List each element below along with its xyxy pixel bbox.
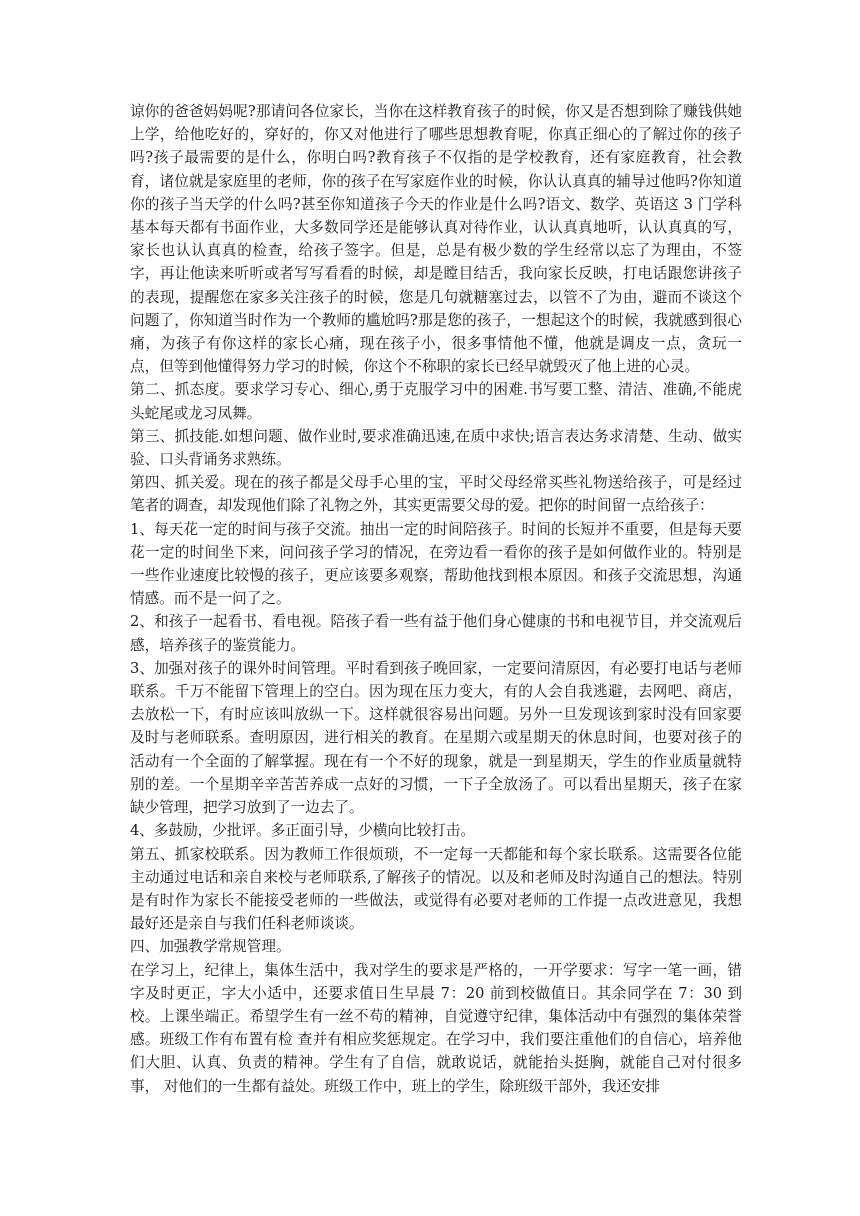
paragraph-care: 第四、抓关爱。现在的孩子都是父母手心里的宝，平时父母经常买些礼物送给孩子，可是经过笔者的调查，却发现他们除了礼物之外，其实更需要父母的爱。把你的时间留一点给孩子： bbox=[130, 474, 742, 515]
paragraph-skills: 第三、抓技能.如想问题、做作业时,要求准确迅速,在质中求快;语言表达务求清楚、生动、做实验、口头背诵务求熟练。 bbox=[130, 427, 742, 469]
paragraph-discipline: 在学习上，纪律上，集体生活中，我对学生的要求是严格的，一开学要求：写字一笔一画，错字及时更正，字大小适中，还要求值日生早晨 7：20 前到校做值日。其余同学在 7：30 到校。上课坐端正。希望学生有一丝不苟的精神，自觉遵守纪律，集体活动中有强烈的集体荣誉感。班级工作有布置有检 查并有相应奖惩规定。在学习中，我们要注重他们的自信心，培养他们大胆、认真、负责的精神。学生有了自信，就敢说话，就能抬头挺胸，就能自己对付很多事， 对他们的一生都有益处。班级工作中，班上的学生，除班级干部外，我还安排 bbox=[130, 961, 742, 1095]
paragraph-time-management: 3、加强对孩子的课外时间管理。平时看到孩子晚回家，一定要问清原因，有必要打电话与老师联系。千万不能留下管理上的空白。因为现在压力变大，有的人会自我逃避，去网吧、商店，去放松一下，有时应该叫放纵一下。这样就很容易出问题。另外一旦发现该到家时没有回家要及时与老师联系。查明原因，进行相关的教育。在星期六或星期天的休息时间，也要对孩子的活动有一个全面的了解掌握。现在有一个不好的现象，就是一到星期天，学生的作业质量就特别的差。一个星期辛辛苦苦养成一点好的习惯，一下子全放汤了。可以看出星期天，孩子在家缺少管理，把学习放到了一边去了。 bbox=[130, 659, 742, 817]
paragraph-encouragement: 4、多鼓励，少批评。多正面引导，少横向比较打击。 bbox=[130, 822, 475, 840]
section-heading-teaching-routine: 四、加强教学常规管理。 bbox=[130, 938, 291, 956]
paragraph-home-school: 第五、抓家校联系。因为教师工作很烦琐，不一定每一天都能和每个家长联系。这需要各位能主动通过电话和亲自来校与老师联系,了解孩子的情况。以及和老师及时沟通自己的想法。特别是有时作为家长不能接受老师的一些做法，或觉得有必要对老师的工作提一点改进意见，我想最好还是亲自与我们任科老师谈谈。 bbox=[130, 845, 742, 933]
paragraph-daily-communication: 1、每天花一定的时间与孩子交流。抽出一定的时间陪孩子。时间的长短并不重要，但是每天要花一定的时间坐下来，问问孩子学习的情况，在旁边看一看你的孩子是如何做作业的。特别是一些作业速度比较慢的孩子，更应该要多观察，帮助他找到根本原因。和孩子交流思想，沟通情感。而不是一问了之。 bbox=[130, 520, 742, 608]
paragraph-attitude: 第二、抓态度。要求学习专心、细心,勇于克服学习中的困难.书写要工整、清洁、准确,不能虎头蛇尾或龙习凤舞。 bbox=[130, 381, 742, 422]
paragraph-reading-tv: 2、和孩子一起看书、看电视。陪孩子看一些有益于他们身心健康的书和电视节目，并交流观后感，培养孩子的鉴赏能力。 bbox=[130, 613, 742, 654]
document-body bbox=[130, 100, 742, 1098]
paragraph-parent-responsibility: 谅你的爸爸妈妈呢?那请问各位家长，当你在这样教育孩子的时候，你又是否想到除了赚钱供她上学，给他吃好的，穿好的，你又对他进行了哪些思想教育呢，你真正细心的了解过你的孩子吗?孩子最需要的是什么，你明白吗?教育孩子不仅指的是学校教育，还有家庭教育，社会教育，诸位就是家庭里的老师，你的孩子在写家庭作业的时候，你认认真真的辅导过他吗?你知道你的孩子当天学的什么吗?甚至你知道孩子今天的作业是什么吗?语文、数学、英语这 3 门学科基本每天都有书面作业，大多数同学还是能够认真对待作业，认认真真地听，认认真真的写，家长也认认真真的检查，给孩子签字。但是，总是有极少数的学生经常以忘了为理由，不签字，再让他读来听听或者写写看看的时候，却是瞠目结舌，我向家长反映，打电话跟您讲孩子的表现，提醒您在家多关注孩子的时候，您是几句就糖塞过去，以管不了为由，避而不谈这个问题了，你知道当时作为一个教师的尴尬吗?那是您的孩子，一想起这个的时候，我就感到很心痛，为孩子有你这样的家长心痛，现在孩子小，很多事情他不懂，他就是调皮一点，贪玩一点，但等到他懂得努力学习的时候，你这个不称职的家长已经早就毁灭了他上进的心灵。 bbox=[130, 103, 742, 376]
